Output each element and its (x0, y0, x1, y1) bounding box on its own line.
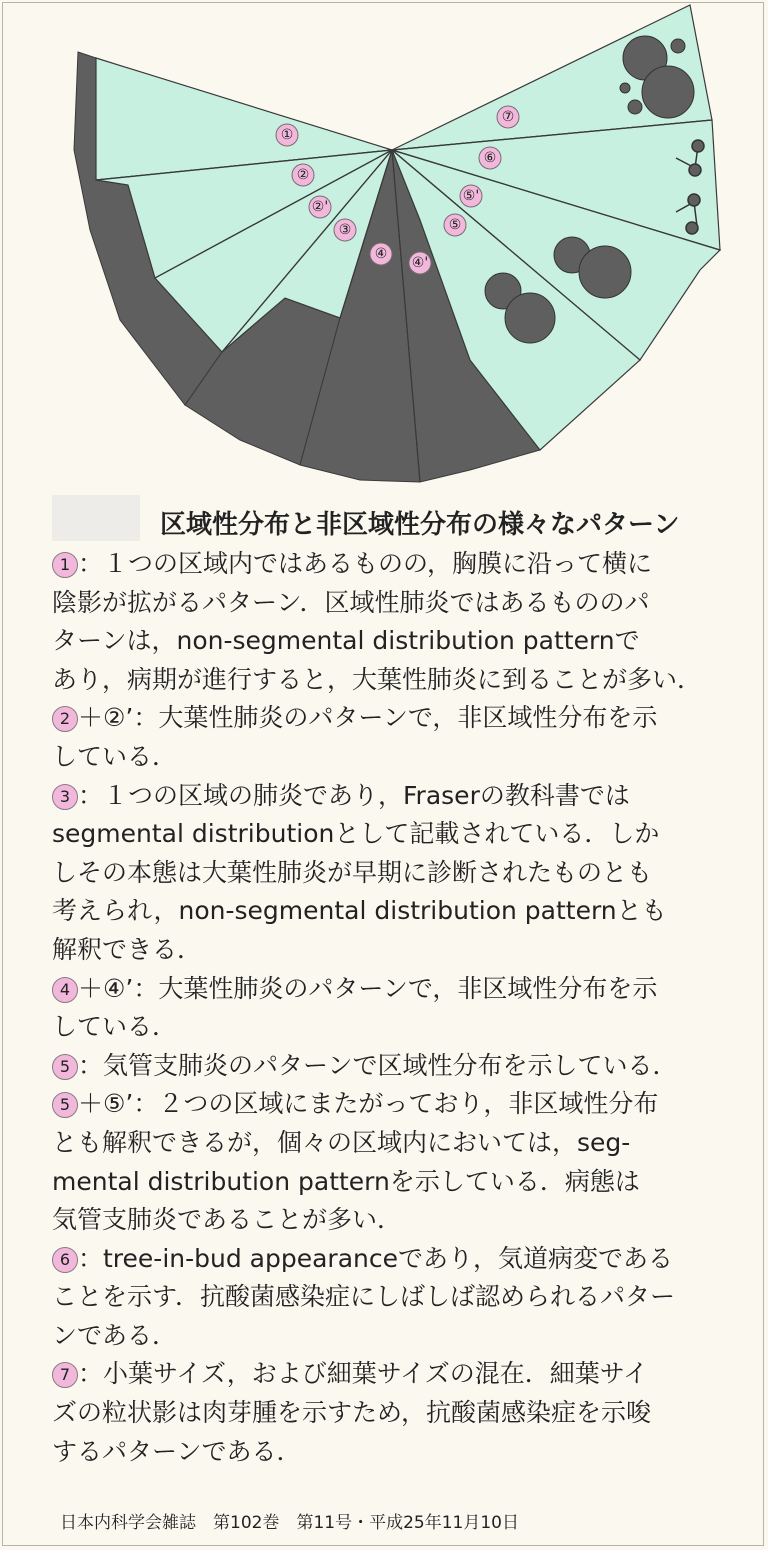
caption-line (52, 931, 752, 970)
caption-line-text: している． (52, 1012, 178, 1042)
svg-text:②': ②' (311, 199, 329, 215)
segment-label-4 (370, 243, 392, 265)
caption-line-text: とも解釈できるが，個々の区域内においては，seg- (52, 1127, 631, 1157)
item-number-badge: 4 (52, 977, 78, 1003)
segment-label-5 (444, 214, 466, 236)
segment-label-3 (334, 219, 356, 241)
svg-text:⑤': ⑤' (462, 188, 480, 204)
segment-label-7 (497, 106, 519, 128)
caption-line-text: ＋④’：大葉性肺炎のパターンで，非区域性分布を示 (78, 973, 658, 1003)
caption-line-text: 考えられ，non-segmental distribution patternとも (52, 896, 667, 926)
caption-line-text: ：１つの区域内ではあるものの，胸膜に沿って横に (78, 549, 653, 578)
figure-number-box (52, 495, 140, 541)
caption-line-text: あり，病期が進行すると，大葉性肺炎に到ることが多い． (52, 664, 703, 694)
caption-line (52, 1085, 752, 1124)
caption-line-text: ：１つの区域の肺炎であり，Fraserの教科書では (78, 780, 630, 810)
caption-line-text: ンである． (52, 1320, 178, 1350)
caption-body (52, 545, 752, 1471)
caption-line (52, 584, 752, 623)
segment-label-2 (292, 164, 314, 186)
caption-line-text: ズの粒状影は肉芽腫を示すため，抗酸菌感染症を示唆 (52, 1398, 652, 1428)
caption-line-text: mental distribution patternを示している．病態は (52, 1166, 640, 1196)
svg-text:②: ② (296, 167, 310, 183)
caption-line (52, 661, 752, 700)
caption-line-text: 陰影が拡がるパターン．区域性肺炎ではあるもののパ (52, 587, 650, 617)
caption-line-text: segmental distributionとして記載されている．しか (52, 819, 660, 849)
caption-line (52, 1240, 752, 1279)
segment-label-2p (309, 196, 331, 218)
item-number-badge: 5 (52, 1092, 78, 1118)
item-number-badge: 7 (52, 1362, 78, 1388)
svg-text:④: ④ (374, 246, 388, 262)
caption-line (52, 1008, 752, 1047)
caption-line (52, 854, 752, 893)
svg-text:④': ④' (411, 255, 429, 271)
caption-line (52, 1355, 752, 1394)
caption-line (52, 970, 752, 1009)
caption-line-text: ＋⑤’：２つの区域にまたがっており，非区域性分布 (78, 1089, 659, 1119)
item-number-badge: 1 (52, 552, 78, 578)
svg-text:①: ① (280, 127, 294, 143)
caption-line-text: している． (52, 741, 178, 771)
svg-text:⑥: ⑥ (483, 150, 497, 166)
segment-label-4p (409, 252, 431, 274)
svg-text:⑦: ⑦ (501, 109, 515, 125)
caption-line-text: 気管支肺炎であることが多い． (52, 1205, 403, 1235)
caption-line (52, 777, 752, 816)
caption-line-text: ：tree-in-bud appearanceであり，気道病変である (78, 1243, 673, 1273)
segment-label-5p (460, 185, 482, 207)
caption-line-text: ＋②’：大葉性肺炎のパターンで，非区域性分布を示 (78, 703, 658, 733)
caption-line (52, 1433, 752, 1472)
caption-line (52, 892, 752, 931)
caption-line-text: ：小葉サイズ，および細葉サイズの混在．細葉サイ (78, 1359, 649, 1389)
svg-text:③: ③ (338, 222, 352, 238)
caption-line (52, 1163, 752, 1202)
segment-label-1 (276, 124, 298, 146)
caption-line (52, 738, 752, 777)
caption-line (52, 1201, 752, 1240)
segment-label-6 (479, 147, 501, 169)
caption-line (52, 1394, 752, 1433)
segment-fan-diagram (0, 0, 768, 490)
caption-line (52, 699, 752, 738)
caption-line-text: するパターンである． (52, 1436, 302, 1466)
caption-line (52, 1317, 752, 1356)
item-number-badge: 2 (52, 706, 78, 732)
caption-line (52, 1124, 752, 1163)
item-number-badge: 5 (52, 1054, 78, 1080)
journal-footer: 日本内科学会雑誌 第102巻 第11号・平成25年11月10日 (60, 1513, 519, 1533)
item-number-badge: 3 (52, 784, 78, 810)
caption-line-text: ：気管支肺炎のパターンで区域性分布を示している． (78, 1050, 678, 1080)
caption-line-text: 解釈できる． (52, 934, 203, 964)
caption-line (52, 1278, 752, 1317)
item-number-badge: 6 (52, 1247, 78, 1273)
svg-text:⑤: ⑤ (448, 217, 462, 233)
figure-caption-title: 区域性分布と非区域性分布の様々なパターン (160, 510, 680, 540)
caption-line (52, 815, 752, 854)
caption-line (52, 1047, 752, 1086)
caption-line-text: ことを示す．抗酸菌感染症にしばしば認められるパター (52, 1282, 676, 1312)
caption-line-text: ターンは，non-segmental distribution patternで (52, 626, 640, 656)
caption-line-text: しその本態は大葉性肺炎が早期に診断されたものとも (52, 857, 653, 887)
caption-line (52, 622, 752, 661)
caption-line (52, 545, 752, 584)
